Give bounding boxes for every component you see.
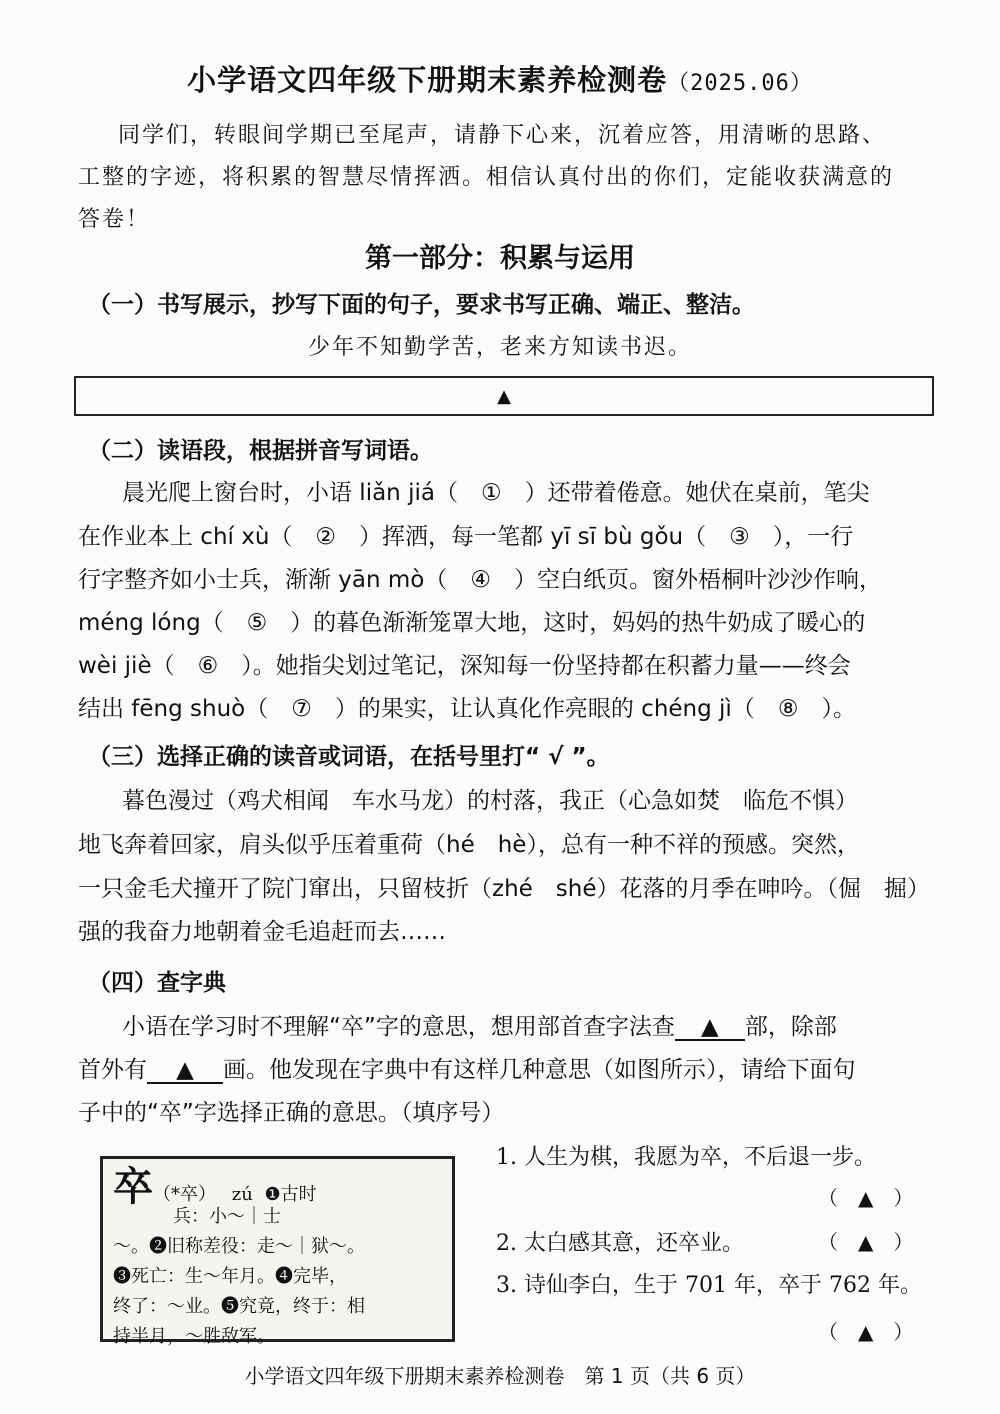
- passage-line: méng lóng（ ⑤ ）的暮色渐渐笼罩大地，这时，妈妈的热牛奶成了暖心的: [78, 610, 866, 636]
- section-3-title: （三）选择正确的读音或词语，在括号里打“ √ ”。: [88, 744, 610, 770]
- passage-line: 行字整齐如小士兵，渐渐 yān mò（ ④ ）空白纸页。窗外梧桐叶沙沙作响，: [78, 567, 883, 593]
- question-text: 部，除部: [744, 1014, 837, 1040]
- dictionary-question-line: 子中的“卒”字选择正确的意思。（填序号）: [78, 1100, 505, 1126]
- intro-line-1: 同学们，转眼间学期已至尾声，请静下心来，沉着应答，用清晰的思路、: [118, 123, 887, 148]
- copy-sentence: 少年不知勤学苦，老来方知读书迟。: [307, 335, 692, 360]
- sub-question-2: 2. 太白感其意，还卒业。: [496, 1231, 744, 1256]
- passage-line: 一只金毛犬撞开了院门窜出，只留枝折（zhé shé）花落的月季在呻吟。（倔 掘）: [78, 876, 931, 902]
- passage-line: 在作业本上 chí xù（ ② ）挥洒，每一笔都 yī sī bù gǒu（ ③ ），一行: [78, 524, 854, 550]
- section-2-title: （二）读语段，根据拼音写词语。: [88, 438, 433, 464]
- entry-pinyin: zú: [231, 1184, 253, 1205]
- radical-blank[interactable]: ▲: [675, 1015, 745, 1041]
- entry-line: 终了：～业。❺究竟，终于：相: [113, 1296, 365, 1317]
- passage-line: wèi jiè（ ⑥ ）。她指尖划过笔记，深知每一份坚持都在积蓄力量——终会: [78, 653, 851, 679]
- section-1-title: （一）书写展示，抄写下面的句子，要求书写正确、端正、整洁。: [88, 292, 755, 318]
- writing-box[interactable]: [74, 376, 934, 416]
- page-footer: 小学语文四年级下册期末素养检测卷 第 1 页（共 6 页）: [244, 1364, 756, 1388]
- answer-marker: ▲: [497, 386, 511, 407]
- question-text: 画。他发现在字典中有这样几种意思（如图所示），请给下面句: [223, 1057, 856, 1083]
- page-title: [0, 58, 1000, 99]
- title-text: 小学语文四年级下册期末素养检测卷: [187, 63, 668, 97]
- passage-line: 地飞奔着回家，肩头似乎压着重荷（hé hè），总有一种不祥的预感。突然，: [78, 832, 860, 858]
- passage-line: 强的我奋力地朝着金毛追赶而去……: [78, 919, 446, 945]
- intro-line-3: 答卷！: [78, 207, 151, 232]
- entry-line: ❸死亡：生～年月。❹完毕，: [113, 1266, 347, 1287]
- passage-line: 晨光爬上窗台时，小语 liǎn jiá（ ① ）还带着倦意。她伏在桌前，笔尖: [122, 480, 870, 506]
- section-4-title: （四）查字典: [88, 970, 226, 996]
- question-text: 小语在学习时不理解“卒”字的意思，想用部首查字法查: [122, 1014, 675, 1040]
- entry-line: ～。❷旧称差役：走～｜狱～。: [113, 1236, 365, 1257]
- dictionary-question-line: [122, 1008, 837, 1041]
- part-one-title: 第一部分：积累与运用: [365, 243, 635, 274]
- passage-line: 暮色漫过（鸡犬相闻 车水马龙）的村落，我正（心急如焚 临危不惧）: [122, 788, 858, 814]
- exam-date: （2025.06）: [667, 71, 813, 96]
- entry-variant: （*卒）: [153, 1184, 216, 1205]
- question-text: 首外有: [78, 1057, 147, 1083]
- sub-question-1: 1. 人生为棋，我愿为卒，不后退一步。: [496, 1145, 876, 1170]
- answer-slot-3[interactable]: （ ▲ ）: [818, 1320, 914, 1344]
- entry-line: 持半月，～胜敌军。: [113, 1326, 275, 1347]
- entry-definition-1: ❶古时: [264, 1184, 317, 1205]
- entry-character: 卒: [113, 1163, 153, 1210]
- answer-slot-2[interactable]: （ ▲ ）: [818, 1230, 914, 1254]
- passage-line: 结出 fēng shuò（ ⑦ ）的果实，让认真化作亮眼的 chéng jì（ ⑧ ）。: [78, 696, 856, 722]
- intro-line-2: 工整的字迹，将积累的智慧尽情挥洒。相信认真付出的你们，定能收获满意的: [78, 165, 895, 190]
- answer-slot-1[interactable]: （ ▲ ）: [818, 1186, 914, 1210]
- sub-question-3: 3. 诗仙李白，生于 701 年，卒于 762 年。: [496, 1273, 922, 1298]
- entry-line: 兵：小～｜士: [173, 1206, 281, 1227]
- dictionary-entry: [100, 1156, 455, 1347]
- stroke-count-blank[interactable]: ▲: [147, 1058, 223, 1084]
- dictionary-question-line: [78, 1051, 856, 1084]
